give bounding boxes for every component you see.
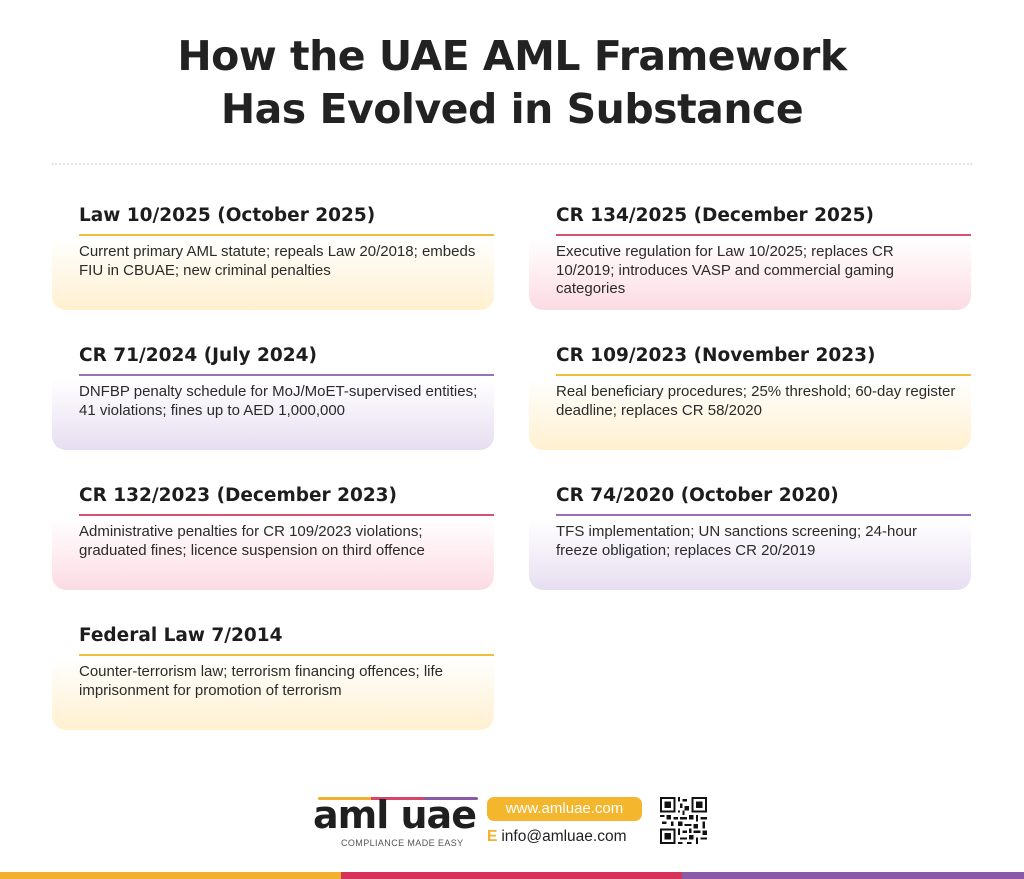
card-cr-134-2025 xyxy=(529,199,971,310)
brand-tagline: COMPLIANCE MADE EASY xyxy=(341,838,464,848)
card-text: Administrative penalties for CR 109/2023 violations; graduated fines; licence suspension on third offence xyxy=(79,523,425,559)
card-text: Counter-terrorism law; terrorism financing offences; life imprisonment for promotion of terrorism xyxy=(79,663,444,699)
card-heading: CR 109/2023 (November 2023) xyxy=(556,345,876,366)
website-link[interactable]: www.amluae.com xyxy=(487,797,642,821)
card-heading: CR 134/2025 (December 2025) xyxy=(556,205,875,226)
card-rule xyxy=(79,234,494,236)
email-address[interactable]: info@amluae.com xyxy=(501,828,627,845)
card-cr-109-2023 xyxy=(529,339,971,450)
card-text: DNFBP penalty schedule for MoJ/MoET-supervised entities; 41 violations; fines up to AED 1,000,000 xyxy=(79,383,478,419)
title-line-1: How the UAE AML Framework xyxy=(177,32,847,80)
card-text: Executive regulation for Law 10/2025; replaces CR 10/2019; introduces VASP and commercial gaming categories xyxy=(556,243,894,297)
email-label: E xyxy=(487,828,498,845)
card-rule xyxy=(79,514,494,516)
bottom-color-bar xyxy=(0,872,1024,879)
card-heading: CR 71/2024 (July 2024) xyxy=(79,345,317,366)
card-heading: Federal Law 7/2014 xyxy=(79,625,283,646)
card-text: Current primary AML statute; repeals Law 20/2018; embeds FIU in CBUAE; new criminal penalties xyxy=(79,243,476,279)
title-divider xyxy=(52,163,972,165)
card-heading: CR 74/2020 (October 2020) xyxy=(556,485,839,506)
card-rule xyxy=(556,234,971,236)
card-heading: Law 10/2025 (October 2025) xyxy=(79,205,376,226)
card-rule xyxy=(556,514,971,516)
title-line-2: Has Evolved in Substance xyxy=(220,85,804,133)
card-federal-law-7-2014 xyxy=(52,619,494,730)
email-contact[interactable] xyxy=(487,826,627,848)
card-cr-132-2023 xyxy=(52,479,494,590)
footer xyxy=(0,793,1024,853)
card-law-10-2025 xyxy=(52,199,494,310)
card-rule xyxy=(556,374,971,376)
qr-code-icon xyxy=(660,797,707,844)
card-rule xyxy=(79,374,494,376)
card-text: Real beneficiary procedures; 25% threshold; 60-day register deadline; replaces CR 58/2020 xyxy=(556,383,956,419)
card-cr-74-2020 xyxy=(529,479,971,590)
card-heading: CR 132/2023 (December 2023) xyxy=(79,485,398,506)
card-cr-71-2024 xyxy=(52,339,494,450)
card-text: TFS implementation; UN sanctions screening; 24-hour freeze obligation; replaces CR 20/2019 xyxy=(556,523,917,559)
page-title xyxy=(0,30,1024,136)
brand-logo: aml uae xyxy=(313,793,476,837)
card-rule xyxy=(79,654,494,656)
